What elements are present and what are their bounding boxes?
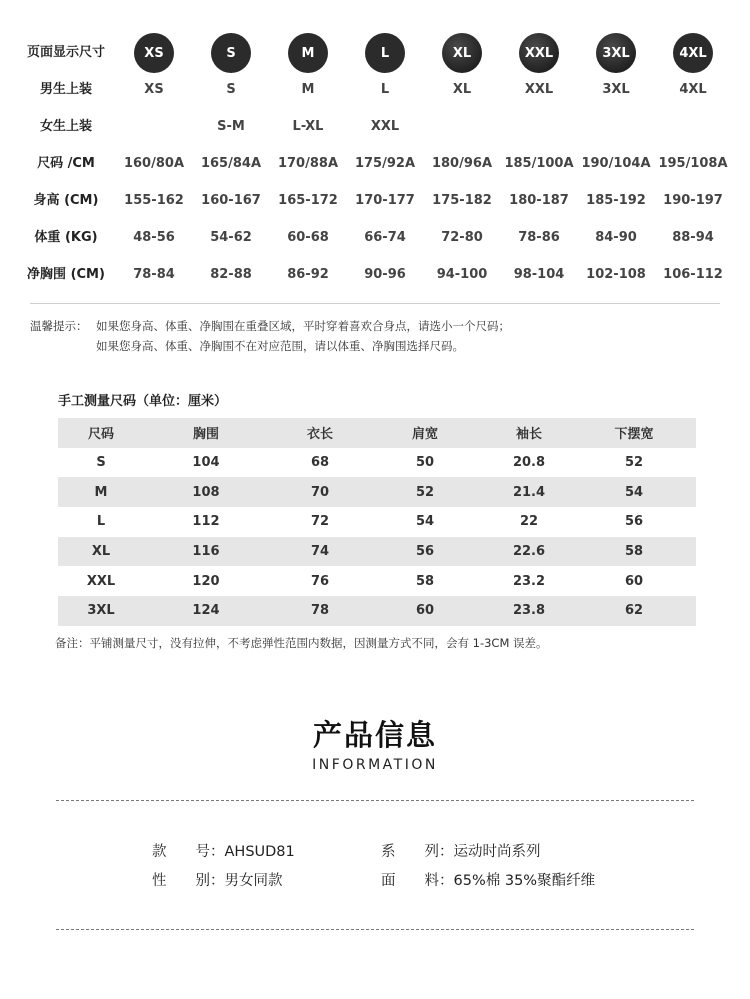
- size-cell: 190/104A: [581, 156, 651, 171]
- size-cell: 180/96A: [431, 156, 493, 171]
- size-row-display-sizes: [0, 41, 750, 65]
- size-cell: XXL: [370, 119, 400, 134]
- info-fabric-label: 面 料：: [381, 873, 454, 889]
- table-cell: 62: [624, 603, 644, 619]
- header-cell: 袖长: [515, 427, 542, 443]
- size-badge: 4XL: [673, 33, 713, 73]
- size-cell: 175/92A: [354, 156, 416, 171]
- table-cell: 56: [624, 514, 644, 530]
- table-cell: 52: [415, 484, 435, 500]
- header-cell: 衣长: [306, 427, 333, 443]
- size-cell: 78-84: [133, 267, 175, 282]
- measure-table: [58, 418, 696, 626]
- size-cell: 160/80A: [123, 156, 185, 171]
- size-row-female-top: [0, 115, 750, 139]
- size-row-size-cm: [0, 152, 750, 176]
- table-cell: 124: [192, 603, 220, 619]
- table-row: [58, 507, 696, 537]
- measure-note: 备注：平铺测量尺寸，没有拉伸，不考虑弹性范围内数据，因测量方式不同，会有 1-3CM 误差。: [55, 636, 548, 650]
- size-cell: 82-88: [210, 267, 252, 282]
- info-gender-value: 男女同款: [224, 873, 283, 889]
- size-row-label: 女生上装: [39, 119, 92, 134]
- table-cell: XL: [91, 544, 111, 560]
- size-cell: 86-92: [287, 267, 329, 282]
- info-gender: [152, 869, 283, 890]
- info-fabric-value: 65%棉 35%聚酯纤维: [453, 873, 596, 889]
- table-cell: 68: [310, 455, 330, 471]
- table-cell: 104: [192, 455, 220, 471]
- table-cell: XXL: [86, 573, 116, 589]
- table-cell: S: [96, 455, 106, 471]
- table-cell: 112: [192, 514, 220, 530]
- size-badge: L: [365, 33, 405, 73]
- size-cell: 185-192: [586, 193, 646, 208]
- header-cell: 下摆宽: [614, 427, 654, 443]
- info-model-value: AHSUD81: [224, 844, 295, 860]
- table-row: [58, 477, 696, 507]
- table-cell: M: [94, 484, 108, 500]
- size-cell: 54-62: [210, 230, 252, 245]
- size-cell: XXL: [524, 82, 554, 97]
- size-cell: 60-68: [287, 230, 329, 245]
- info-model-label: 款 号：: [152, 844, 225, 860]
- size-cell: 88-94: [672, 230, 714, 245]
- info-series-value: 运动时尚系列: [453, 844, 541, 860]
- size-row-label: 男生上装: [39, 82, 92, 97]
- measure-table-title: 手工测量尺码（单位：厘米）: [58, 394, 228, 409]
- table-cell: 50: [415, 455, 435, 471]
- size-cell: 72-80: [441, 230, 483, 245]
- table-cell: 58: [415, 573, 435, 589]
- table-row: [58, 448, 696, 478]
- size-cell: XL: [452, 82, 472, 97]
- table-cell: 54: [624, 484, 644, 500]
- size-cell: S-M: [217, 119, 245, 134]
- table-row: [58, 566, 696, 596]
- table-row: [58, 596, 696, 626]
- table-cell: 72: [310, 514, 330, 530]
- table-cell: 78: [310, 603, 330, 619]
- size-cell: 98-104: [513, 267, 565, 282]
- size-badge: M: [288, 33, 328, 73]
- size-row-weight: [0, 226, 750, 250]
- table-cell: 60: [415, 603, 435, 619]
- size-cell: 94-100: [436, 267, 488, 282]
- size-cell: 195/108A: [658, 156, 728, 171]
- table-cell: 21.4: [512, 484, 546, 500]
- table-cell: 60: [624, 573, 644, 589]
- table-cell: 116: [192, 544, 220, 560]
- size-badge: XL: [442, 33, 482, 73]
- table-cell: 22: [519, 514, 539, 530]
- info-series-label: 系 列：: [381, 844, 454, 860]
- tip-line-1: 如果您身高、体重、净胸围在重叠区域，平时穿着喜欢合身点，请选小一个尺码；: [96, 319, 510, 333]
- table-cell: 56: [415, 544, 435, 560]
- info-fabric: [381, 869, 595, 890]
- size-badge: XS: [134, 33, 174, 73]
- size-cell: 90-96: [364, 267, 406, 282]
- table-row: [58, 537, 696, 567]
- size-row-height: [0, 189, 750, 213]
- table-cell: 70: [310, 484, 330, 500]
- size-cell: 170-177: [355, 193, 415, 208]
- header-cell: 肩宽: [411, 427, 438, 443]
- table-cell: 23.8: [512, 603, 546, 619]
- size-cell: L: [380, 82, 390, 97]
- table-cell: 76: [310, 573, 330, 589]
- size-cell: 4XL: [679, 82, 707, 97]
- table-cell: 3XL: [87, 603, 115, 619]
- table-cell: 74: [310, 544, 330, 560]
- size-badge: 3XL: [596, 33, 636, 73]
- table-header: [58, 418, 696, 448]
- size-cell: 165-172: [278, 193, 338, 208]
- size-row-chest: [0, 263, 750, 287]
- table-cell: 108: [192, 484, 220, 500]
- table-cell: L: [96, 514, 106, 530]
- size-cell: 180-187: [509, 193, 569, 208]
- size-cell: 175-182: [432, 193, 492, 208]
- size-cell: 102-108: [586, 267, 646, 282]
- size-row-label: 净胸围 (CM): [27, 267, 105, 282]
- header-cell: 胸围: [192, 427, 219, 443]
- size-cell: 190-197: [663, 193, 723, 208]
- size-cell: 155-162: [124, 193, 184, 208]
- table-cell: 120: [192, 573, 220, 589]
- product-info-subtitle: INFORMATION: [312, 757, 438, 773]
- table-cell: 54: [415, 514, 435, 530]
- size-cell: 66-74: [364, 230, 406, 245]
- table-cell: 23.2: [512, 573, 546, 589]
- size-cell: 84-90: [595, 230, 637, 245]
- table-cell: 52: [624, 455, 644, 471]
- size-cell: S: [226, 82, 236, 97]
- size-cell: 106-112: [663, 267, 723, 282]
- size-cell: 48-56: [133, 230, 175, 245]
- dotted-divider-bottom: [56, 929, 694, 930]
- table-cell: 22.6: [512, 544, 546, 560]
- size-cell: 185/100A: [504, 156, 574, 171]
- size-cell: 170/88A: [277, 156, 339, 171]
- size-badge: XXL: [519, 33, 559, 73]
- size-cell: 165/84A: [200, 156, 262, 171]
- size-row-label: 体重 (KG): [34, 230, 98, 245]
- size-row-label: 身高 (CM): [33, 193, 99, 208]
- size-cell: 78-86: [518, 230, 560, 245]
- size-cell: 3XL: [602, 82, 630, 97]
- table-cell: 20.8: [512, 455, 546, 471]
- size-cell: L-XL: [292, 119, 324, 134]
- product-info-title: 产品信息: [312, 718, 437, 752]
- size-row-label: 页面显示尺寸: [26, 45, 105, 60]
- size-cell: XS: [144, 82, 164, 97]
- info-series: [381, 840, 541, 861]
- table-cell: 58: [624, 544, 644, 560]
- tip-line-2: 如果您身高、体重、净胸围不在对应范围，请以体重、净胸围选择尺码。: [96, 339, 464, 353]
- size-row-male-top: [0, 78, 750, 102]
- divider: [30, 303, 720, 304]
- tip-label: 温馨提示：: [30, 319, 88, 333]
- size-cell: M: [301, 82, 315, 97]
- size-cell: 160-167: [201, 193, 261, 208]
- info-gender-label: 性 别：: [152, 873, 225, 889]
- dotted-divider-top: [56, 800, 694, 801]
- info-model: [152, 840, 295, 861]
- size-row-label: 尺码 /CM: [37, 156, 95, 171]
- header-cell: 尺码: [87, 427, 114, 443]
- size-badge: S: [211, 33, 251, 73]
